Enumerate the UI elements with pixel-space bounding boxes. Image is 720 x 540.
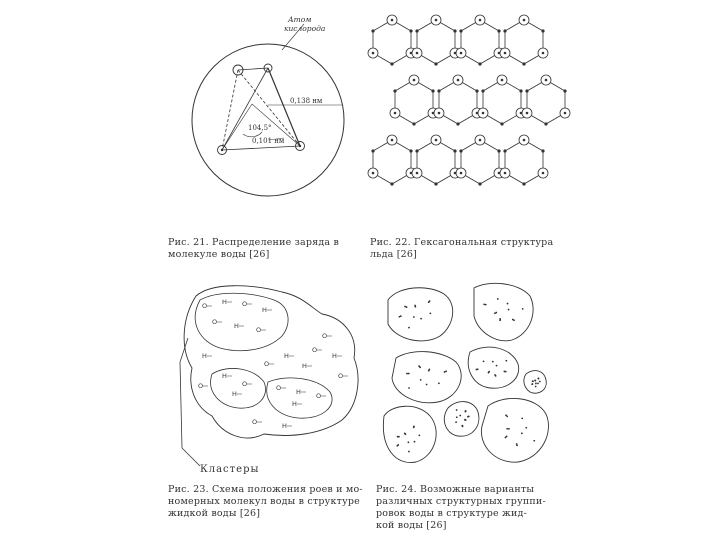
fig21-molecule-diagram (180, 20, 380, 220)
svg-text:H: H (232, 390, 237, 398)
svg-text:H: H (292, 400, 297, 408)
svg-text:O: O (198, 382, 204, 390)
fig23-caption-line-1: Рис. 23. Схема положения роев и мо- (168, 484, 363, 495)
fig21-atom-label-2: кислорода (284, 24, 326, 33)
document-page (160, 0, 580, 540)
svg-text:H: H (302, 362, 307, 370)
svg-text:H: H (222, 372, 227, 380)
svg-text:O: O (242, 300, 248, 308)
svg-text:H: H (202, 352, 207, 360)
svg-text:H: H (234, 322, 239, 330)
svg-text:O: O (316, 392, 322, 400)
svg-text:O: O (312, 346, 318, 354)
svg-text:H: H (282, 422, 287, 430)
svg-text:O: O (242, 380, 248, 388)
fig24-structural-groupings (378, 278, 568, 478)
fig21-angle: 104,5° (248, 124, 272, 132)
svg-text:O: O (264, 360, 270, 368)
fig24-caption-line-2: различных структурных группи- (376, 496, 546, 507)
fig23-cluster-diagram (172, 278, 372, 478)
svg-text:H: H (284, 352, 289, 360)
fig23-caption-line-3: жидкой воды [26] (168, 508, 261, 519)
fig21-distance-1: 0,138 нм (290, 97, 323, 105)
fig24-caption-line-4: кой воды [26] (376, 520, 447, 531)
fig22-hexagonal-ice-lattice (372, 20, 562, 220)
fig22-caption-line-2: льда [26] (370, 249, 418, 260)
fig21-atom-label-1: Атом (288, 15, 312, 24)
svg-text:H: H (296, 388, 301, 396)
svg-text:O: O (212, 318, 218, 326)
fig23-caption-line-2: номерных молекул воды в структуре (168, 496, 360, 507)
fig21-caption-line-2: молекуле воды [26] (168, 249, 270, 260)
svg-text:H: H (332, 352, 337, 360)
svg-text:O: O (338, 372, 344, 380)
fig21-caption-line-1: Рис. 21. Распределение заряда в (168, 237, 340, 248)
svg-text:H: H (222, 298, 227, 306)
fig24-caption-line-1: Рис. 24. Возможные варианты (376, 484, 535, 495)
svg-text:O: O (202, 302, 208, 310)
fig23-clusters-label: Кластеры (200, 464, 260, 475)
svg-text:O: O (276, 384, 282, 392)
svg-text:O: O (256, 326, 262, 334)
fig24-caption-line-3: ровок воды в структуре жид- (376, 508, 527, 519)
svg-text:H: H (262, 306, 267, 314)
svg-text:O: O (252, 418, 258, 426)
svg-text:O: O (322, 332, 328, 340)
fig22-caption-line-1: Рис. 22. Гексагональная структура (370, 237, 554, 248)
fig21-distance-2: 0,101 нм (252, 137, 285, 145)
